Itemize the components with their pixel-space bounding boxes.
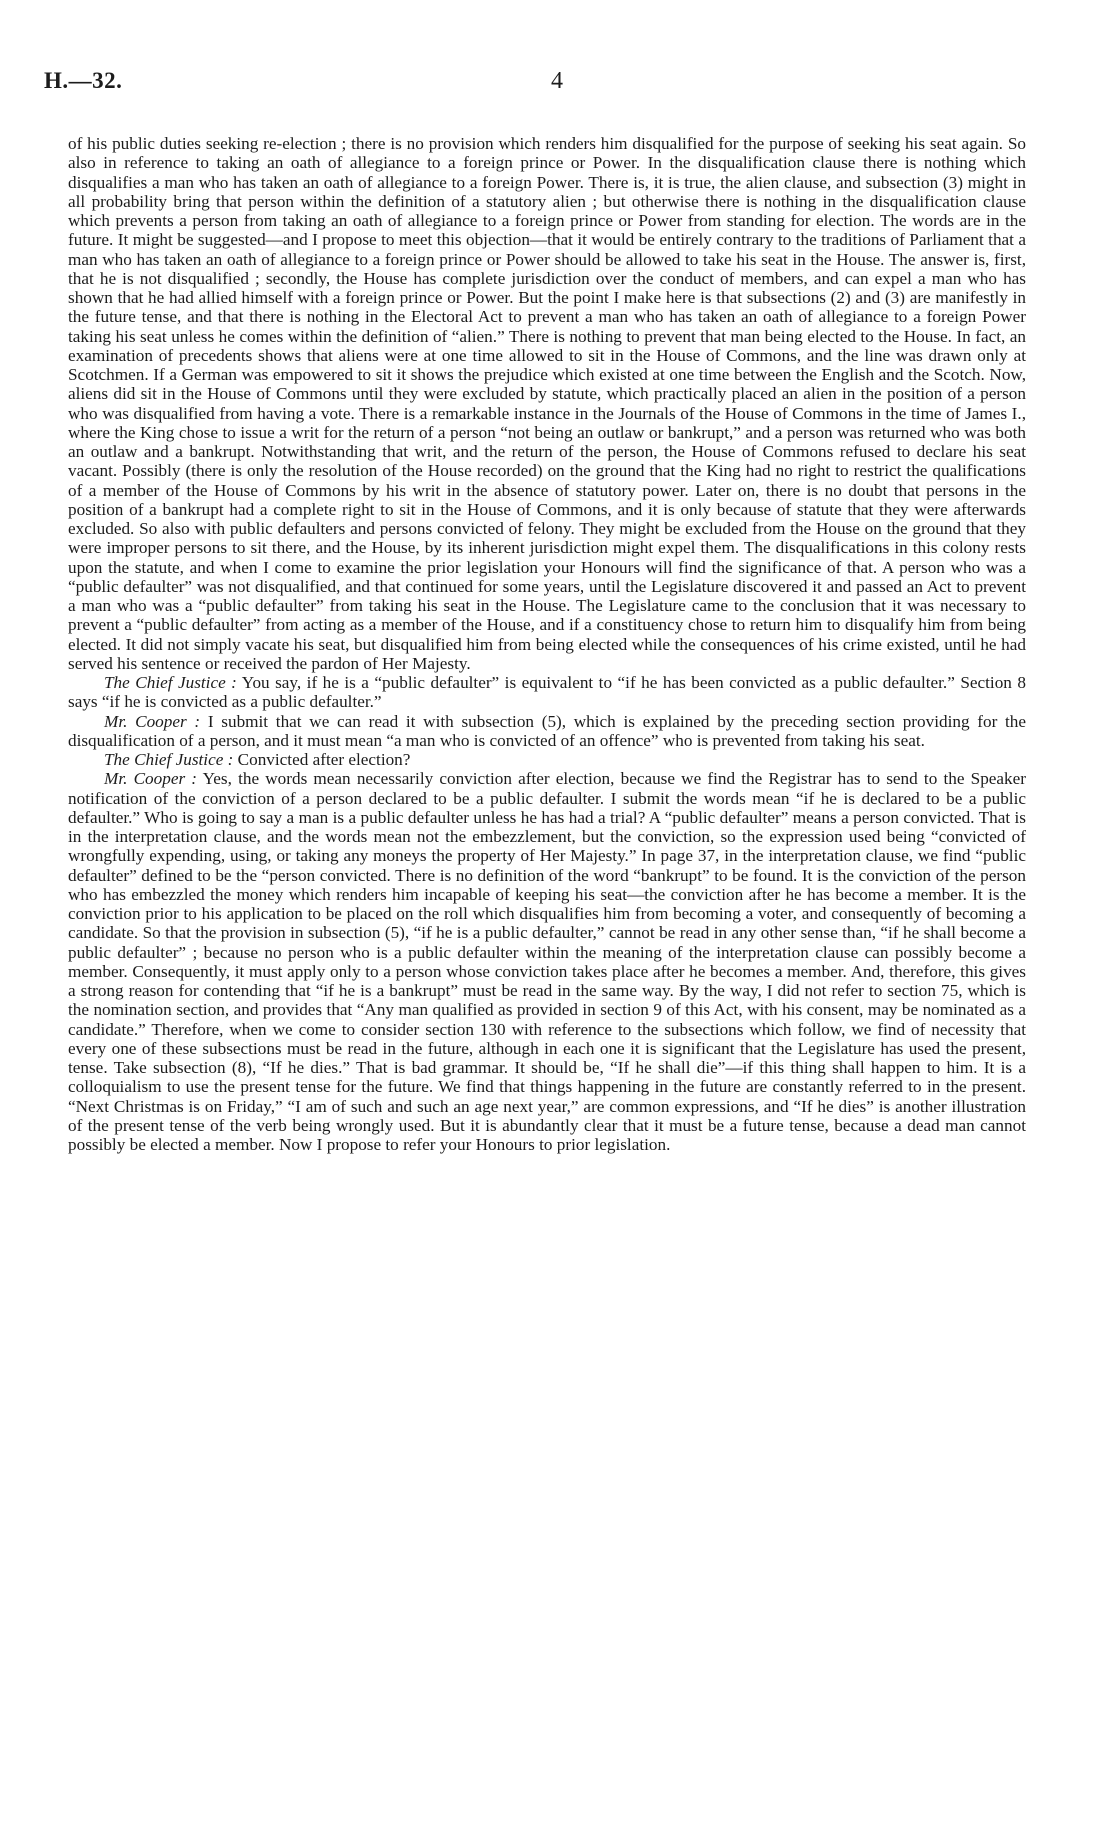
body-text <box>68 134 1026 1154</box>
paragraph <box>68 134 1026 673</box>
paragraph <box>68 750 1026 769</box>
paragraph-text: of his public duties seeking re-election ; there is no provision which renders him disqualified for the purpose of seeking his seat again. So also in reference to taking an oath of allegiance to a foreign prince or Power. In the disqualification clause there is nothing which disqualifies a man who has taken an oath of allegiance to a foreign Power. There is, it is true, the alien clause, and subsection (3) might in all probability bring that person within the definition of a statutory alien ; but otherwise there is nothing in the disqualification clause which prevents a person from taking an oath of allegiance to a foreign prince or Power from standing for election. The words are in the future. It might be suggested—and I propose to meet this objection—that it would be entirely contrary to the traditions of Parliament that a man who has taken an oath of allegiance to a foreign prince or Power should be allowed to take his seat in the House. The answer is, first, that he is not disqualified ; secondly, the House has complete jurisdiction over the conduct of members, and can expel a man who has shown that he had allied himself with a foreign prince or Power. But the point I make here is that subsections (2) and (3) are manifestly in the future tense, and that there is nothing in the Electoral Act to prevent a man who has taken an oath of allegiance to a foreign Power taking his seat unless he comes within the definition of “alien.” There is nothing to prevent that man being elected to the House. In fact, an examination of precedents shows that aliens were at one time allowed to sit in the House of Commons, and the line was drawn only at Scotchmen. If a German was empowered to sit it shows the prejudice which existed at one time between the English and the Scotch. Now, aliens did sit in the House of Commons until they were excluded by statute, which practically placed an alien in the position of a person who was disqualified from having a vote. There is a remarkable instance in the Journals of the House of Commons in the time of James I., where the King chose to issue a writ for the return of a person “not being an outlaw or bankrupt,” and a person was returned who was both an outlaw and a bankrupt. Notwithstanding that writ, and the return of the person, the House of Commons refused to declare his seat vacant. Possibly (there is only the resolution of the House recorded) on the ground that the King had no right to restrict the qualifications of a member of the House of Commons by his writ in the absence of statutory power. Later on, there is no doubt that persons in the position of a bankrupt had a complete right to sit in the House of Commons, and it is only because of statute that they were afterwards excluded. So also with public defaulters and persons convicted of felony. They might be excluded from the House on the ground that they were improper persons to sit there, and the House, by its inherent jurisdiction might expel them. The disqualifications in this colony rests upon the statute, and when I come to examine the prior legislation your Honours will find the significance of that. A person who was a “public defaulter” was not disqualified, and that continued for some years, until the Legislature discovered it and passed an Act to prevent a man who was a “public defaulter” from taking his seat in the House. The Legislature came to the conclusion that it was necessary to prevent a “public defaulter” from acting as a member of the House, and if a constituency chose to return him to disqualify him from being elected. It did not simply vacate his seat, but disqualified him from being elected while the consequences of his crime existed, until he had served his sentence or received the pardon of Her Majesty. <box>68 134 1026 673</box>
paragraph-text: Yes, the words mean necessarily conviction after election, because we find the Registrar has to send to the Speaker notification of the conviction of a person declared to be a public defaulter. I submit the words mean “if he is declared to be a public defaulter.” Who is going to say a man is a public defaulter unless he has had a trial? A “public defaulter” means a person convicted. That is in the interpretation clause, and the words mean not the embezzlement, but the conviction, so the expression used being “convicted of wrongfully expending, using, or taking any moneys the property of Her Majesty.” In page 37, in the interpretation clause, we find “public defaulter” defined to be the “person convicted. There is no definition of the word “bankrupt” to be found. It is the conviction of the person who has embezzled the money which renders him incapable of keeping his seat—the conviction after he has become a member. It is the conviction prior to his application to be placed on the roll which disqualifies him from becoming a voter, and consequently of becoming a candidate. So that the provision in subsection (5), “if he is a public defaulter,” cannot be read in any other sense than, “if he shall become a public defaulter” ; because no person who is a public defaulter within the meaning of the interpretation clause can possibly become a member. Consequently, it must apply only to a person whose conviction takes place after he becomes a member. And, therefore, this gives a strong reason for contending that “if he is a bankrupt” must be read in the same way. By the way, I did not refer to section 75, which is the nomination section, and provides that “Any man qualified as provided in section 9 of this Act, with his consent, may be nominated as a candidate.” Therefore, when we come to consider section 130 with reference to the subsections which follow, we find of necessity that every one of these subsections must be read in the future, although in each one it is significant that the Legislature has used the present, tense. Take subsection (8), “If he dies.” That is bad grammar. It should be, “If he shall die”—if this thing shall happen to him. It is a colloquialism to use the present tense for the future. We find that things happening in the future are constantly referred to in the present. “Next Christmas is on Friday,” “I am of such and such an age next year,” are common expressions, and “If he dies” is another illustration of the present tense of the verb being wrongly used. But it is abundantly clear that it must be a future tense, because a dead man cannot possibly be elected a member. Now I propose to refer your Honours to prior legislation. <box>68 769 1026 1154</box>
speaker-label: Mr. Cooper : <box>104 769 198 789</box>
speaker-label: Mr. Cooper : <box>104 711 201 731</box>
paragraph-text: I submit that we can read it with subsection (5), which is explained by the preceding section providing for the disqualification of a person, and it must mean “a man who is convicted of an offence” who is prevented from taking his seat. <box>68 711 1027 750</box>
paragraph <box>68 673 1026 712</box>
speaker-label: The Chief Justice : <box>104 750 234 769</box>
speaker-label: The Chief Justice : <box>104 673 237 692</box>
page-header <box>44 68 1070 104</box>
document-reference: H.—32. <box>44 68 123 93</box>
page-number: 4 <box>551 68 563 94</box>
paragraph <box>68 712 1026 751</box>
paragraph <box>68 769 1026 1154</box>
paragraph-text: You say, if he is a “public defaulter” is equivalent to “if he has been convicted as a public defaulter.” Section 8 says “if he is convicted as a public defaulter.” <box>68 673 1026 712</box>
paragraph-text: Convicted after election? <box>237 750 411 769</box>
